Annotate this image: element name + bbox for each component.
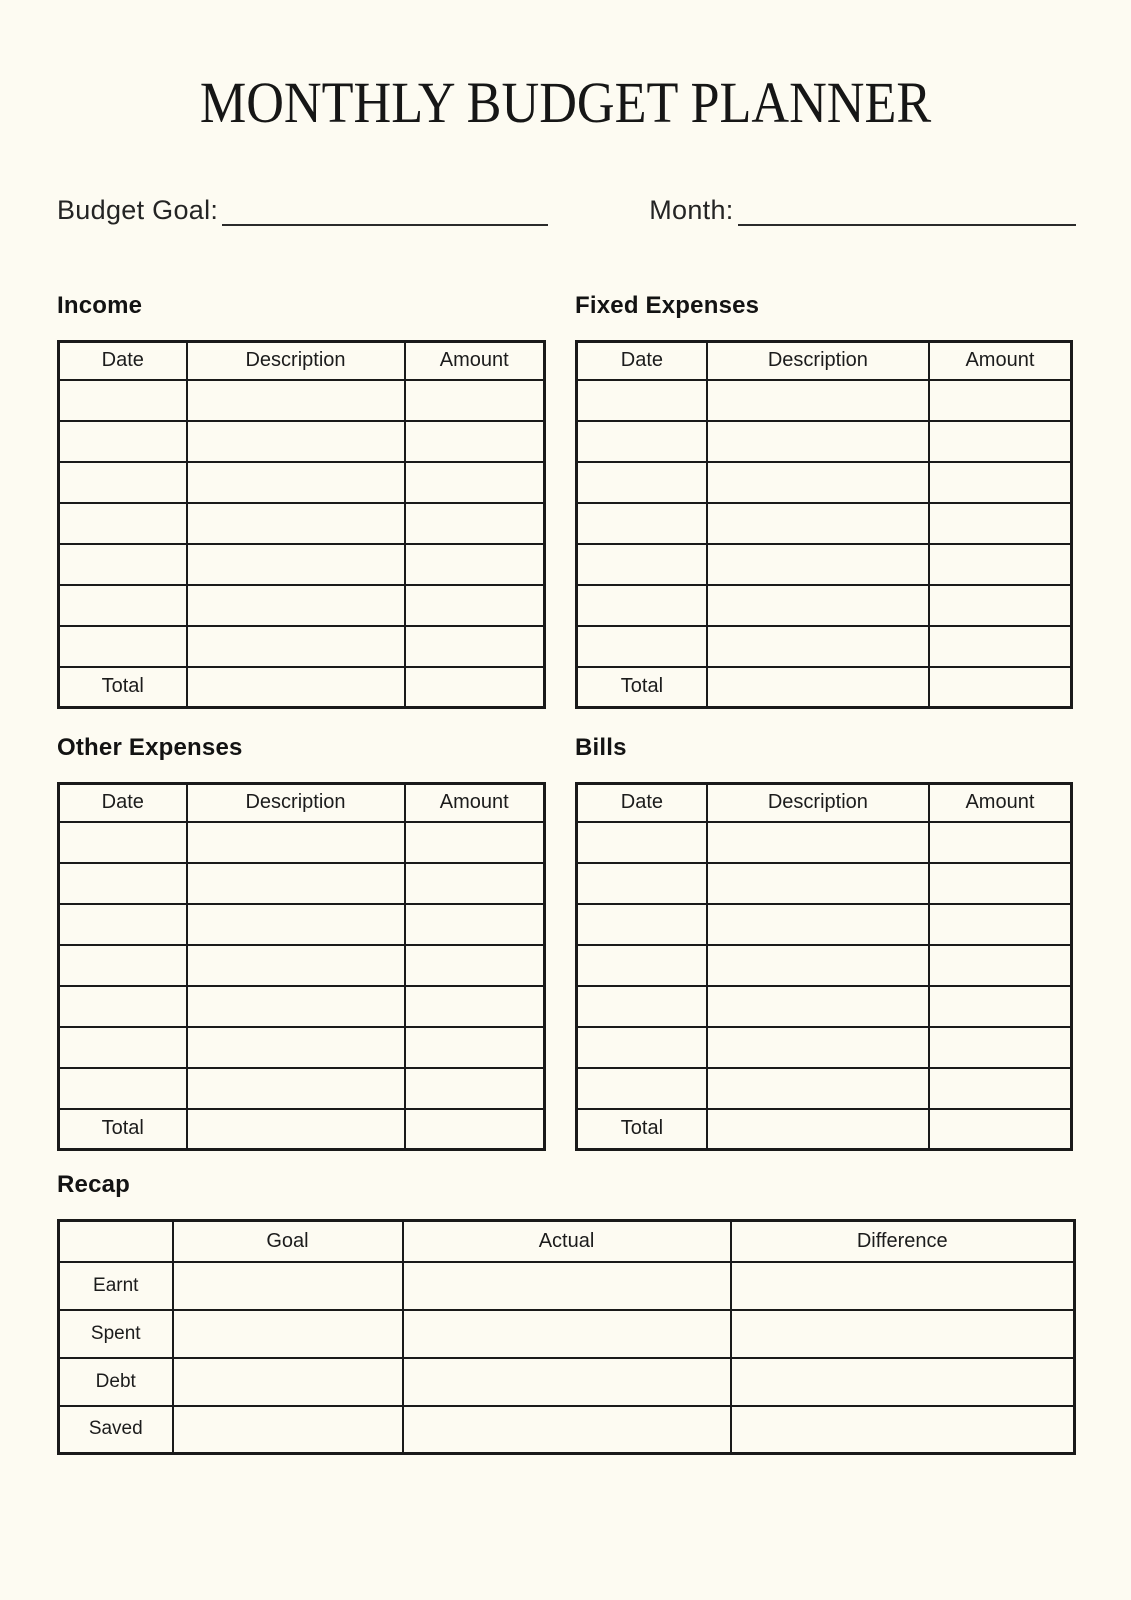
difference-cell[interactable] bbox=[731, 1262, 1075, 1310]
total-amount-cell[interactable] bbox=[929, 1109, 1072, 1150]
bills-table bbox=[575, 782, 1073, 1151]
page-title: MONTHLY BUDGET PLANNER bbox=[199, 70, 932, 135]
description-cell[interactable] bbox=[707, 626, 929, 667]
table-header-row bbox=[59, 342, 545, 380]
amount-cell[interactable] bbox=[405, 462, 545, 503]
difference-cell[interactable] bbox=[731, 1358, 1075, 1406]
recap-row-debt bbox=[59, 1358, 1075, 1406]
table-row bbox=[59, 380, 545, 421]
table-row bbox=[59, 986, 545, 1027]
description-cell[interactable] bbox=[187, 462, 405, 503]
amount-cell[interactable] bbox=[929, 986, 1072, 1027]
column-header-date: Date bbox=[577, 342, 707, 380]
description-cell[interactable] bbox=[707, 986, 929, 1027]
date-cell[interactable] bbox=[59, 626, 187, 667]
column-header-description: Description bbox=[187, 784, 405, 822]
date-cell[interactable] bbox=[577, 421, 707, 462]
actual-cell[interactable] bbox=[403, 1262, 731, 1310]
month-field bbox=[649, 188, 1075, 226]
date-cell[interactable] bbox=[59, 503, 187, 544]
column-header-amount: Amount bbox=[405, 784, 545, 822]
date-cell[interactable] bbox=[577, 986, 707, 1027]
table-row bbox=[577, 626, 1072, 667]
table-row bbox=[577, 380, 1072, 421]
date-cell[interactable] bbox=[577, 863, 707, 904]
date-cell[interactable] bbox=[577, 822, 707, 863]
column-header-description: Description bbox=[187, 342, 405, 380]
description-cell[interactable] bbox=[707, 585, 929, 626]
date-cell[interactable] bbox=[59, 421, 187, 462]
other-expenses-table bbox=[57, 782, 546, 1151]
recap-table bbox=[57, 1219, 1076, 1455]
column-header-description: Description bbox=[707, 784, 929, 822]
section-income bbox=[57, 292, 543, 709]
date-cell[interactable] bbox=[577, 462, 707, 503]
total-label: Total bbox=[577, 667, 707, 708]
column-header-date: Date bbox=[577, 784, 707, 822]
amount-cell[interactable] bbox=[929, 544, 1072, 585]
description-cell[interactable] bbox=[187, 1068, 405, 1109]
recap-row-label: Spent bbox=[59, 1310, 173, 1358]
amount-cell[interactable] bbox=[405, 822, 545, 863]
total-row bbox=[577, 667, 1072, 708]
date-cell[interactable] bbox=[577, 1027, 707, 1068]
column-header-description: Description bbox=[707, 342, 929, 380]
date-cell[interactable] bbox=[577, 380, 707, 421]
date-cell[interactable] bbox=[59, 904, 187, 945]
amount-cell[interactable] bbox=[929, 1068, 1072, 1109]
amount-cell[interactable] bbox=[929, 462, 1072, 503]
table-row bbox=[577, 1027, 1072, 1068]
amount-cell[interactable] bbox=[405, 544, 545, 585]
amount-cell[interactable] bbox=[405, 986, 545, 1027]
fixed-expenses-table bbox=[575, 340, 1073, 709]
description-cell[interactable] bbox=[187, 986, 405, 1027]
section-other-expenses bbox=[57, 734, 543, 1151]
bills-heading: Bills bbox=[575, 734, 627, 761]
description-cell[interactable] bbox=[707, 945, 929, 986]
description-cell[interactable] bbox=[707, 904, 929, 945]
amount-cell[interactable] bbox=[405, 945, 545, 986]
total-label: Total bbox=[59, 667, 187, 708]
description-cell[interactable] bbox=[707, 863, 929, 904]
actual-cell[interactable] bbox=[403, 1358, 731, 1406]
table-row bbox=[59, 585, 545, 626]
column-header-amount: Amount bbox=[929, 784, 1072, 822]
total-description-cell[interactable] bbox=[187, 1109, 405, 1150]
description-cell[interactable] bbox=[707, 1027, 929, 1068]
amount-cell[interactable] bbox=[405, 421, 545, 462]
tables-grid bbox=[57, 292, 1073, 1151]
description-cell[interactable] bbox=[187, 904, 405, 945]
description-cell[interactable] bbox=[707, 462, 929, 503]
total-row bbox=[577, 1109, 1072, 1150]
date-cell[interactable] bbox=[577, 945, 707, 986]
recap-header-row bbox=[59, 1221, 1075, 1262]
income-table bbox=[57, 340, 546, 709]
difference-cell[interactable] bbox=[731, 1310, 1075, 1358]
description-cell[interactable] bbox=[707, 503, 929, 544]
description-cell[interactable] bbox=[187, 503, 405, 544]
column-header-goal: Goal bbox=[173, 1221, 403, 1262]
total-label: Total bbox=[577, 1109, 707, 1150]
total-amount-cell[interactable] bbox=[929, 667, 1072, 708]
table-row bbox=[577, 904, 1072, 945]
description-cell[interactable] bbox=[187, 421, 405, 462]
budget-goal-field bbox=[57, 188, 548, 226]
description-cell[interactable] bbox=[187, 863, 405, 904]
goal-cell[interactable] bbox=[173, 1262, 403, 1310]
budget-goal-label: Budget Goal: bbox=[57, 195, 219, 225]
date-cell[interactable] bbox=[577, 626, 707, 667]
amount-cell[interactable] bbox=[929, 421, 1072, 462]
column-header-actual: Actual bbox=[403, 1221, 731, 1262]
table-row bbox=[577, 503, 1072, 544]
date-cell[interactable] bbox=[59, 380, 187, 421]
date-cell[interactable] bbox=[59, 945, 187, 986]
other-expenses-heading: Other Expenses bbox=[57, 734, 243, 761]
amount-cell[interactable] bbox=[929, 904, 1072, 945]
total-description-cell[interactable] bbox=[707, 1109, 929, 1150]
table-row bbox=[59, 421, 545, 462]
recap-heading: Recap bbox=[57, 1171, 131, 1198]
fixed-expenses-heading: Fixed Expenses bbox=[575, 292, 760, 319]
amount-cell[interactable] bbox=[929, 863, 1072, 904]
goal-cell[interactable] bbox=[173, 1310, 403, 1358]
header-fields bbox=[57, 188, 1131, 226]
table-row bbox=[59, 544, 545, 585]
amount-cell[interactable] bbox=[929, 822, 1072, 863]
column-header-date: Date bbox=[59, 342, 187, 380]
section-bills bbox=[575, 734, 1073, 1151]
date-cell[interactable] bbox=[59, 863, 187, 904]
column-header-amount: Amount bbox=[405, 342, 545, 380]
actual-cell[interactable] bbox=[403, 1310, 731, 1358]
difference-cell[interactable] bbox=[731, 1406, 1075, 1454]
date-cell[interactable] bbox=[59, 1027, 187, 1068]
date-cell[interactable] bbox=[577, 585, 707, 626]
table-row bbox=[577, 421, 1072, 462]
total-row bbox=[59, 667, 545, 708]
table-header-row bbox=[59, 784, 545, 822]
month-input[interactable] bbox=[738, 188, 1076, 226]
recap-row-label: Saved bbox=[59, 1406, 173, 1454]
table-row bbox=[577, 863, 1072, 904]
total-row bbox=[59, 1109, 545, 1150]
column-header-amount: Amount bbox=[929, 342, 1072, 380]
recap-corner-cell bbox=[59, 1221, 173, 1262]
recap-row-label: Earnt bbox=[59, 1262, 173, 1310]
amount-cell[interactable] bbox=[929, 945, 1072, 986]
table-header-row bbox=[577, 784, 1072, 822]
table-header-row bbox=[577, 342, 1072, 380]
month-label: Month: bbox=[649, 195, 734, 225]
budget-goal-input[interactable] bbox=[222, 188, 548, 226]
table-row bbox=[59, 1027, 545, 1068]
table-row bbox=[577, 462, 1072, 503]
table-row bbox=[59, 945, 545, 986]
section-fixed-expenses bbox=[575, 292, 1073, 709]
amount-cell[interactable] bbox=[405, 380, 545, 421]
amount-cell[interactable] bbox=[929, 503, 1072, 544]
total-description-cell[interactable] bbox=[707, 667, 929, 708]
amount-cell[interactable] bbox=[405, 904, 545, 945]
total-description-cell[interactable] bbox=[187, 667, 405, 708]
description-cell[interactable] bbox=[187, 544, 405, 585]
description-cell[interactable] bbox=[187, 945, 405, 986]
table-row bbox=[577, 986, 1072, 1027]
table-row bbox=[577, 822, 1072, 863]
table-row bbox=[59, 1068, 545, 1109]
amount-cell[interactable] bbox=[405, 626, 545, 667]
total-amount-cell[interactable] bbox=[405, 1109, 545, 1150]
description-cell[interactable] bbox=[707, 1068, 929, 1109]
amount-cell[interactable] bbox=[405, 863, 545, 904]
amount-cell[interactable] bbox=[405, 1068, 545, 1109]
section-recap bbox=[57, 1171, 1073, 1455]
amount-cell[interactable] bbox=[929, 585, 1072, 626]
recap-row-spent bbox=[59, 1310, 1075, 1358]
amount-cell[interactable] bbox=[405, 585, 545, 626]
description-cell[interactable] bbox=[187, 1027, 405, 1068]
table-row bbox=[59, 626, 545, 667]
amount-cell[interactable] bbox=[405, 1027, 545, 1068]
column-header-date: Date bbox=[59, 784, 187, 822]
actual-cell[interactable] bbox=[403, 1406, 731, 1454]
amount-cell[interactable] bbox=[929, 1027, 1072, 1068]
goal-cell[interactable] bbox=[173, 1406, 403, 1454]
recap-row-saved bbox=[59, 1406, 1075, 1454]
description-cell[interactable] bbox=[187, 822, 405, 863]
date-cell[interactable] bbox=[59, 585, 187, 626]
recap-row-label: Debt bbox=[59, 1358, 173, 1406]
amount-cell[interactable] bbox=[929, 380, 1072, 421]
income-heading: Income bbox=[57, 292, 143, 319]
goal-cell[interactable] bbox=[173, 1358, 403, 1406]
table-row bbox=[59, 822, 545, 863]
recap-row-earnt bbox=[59, 1262, 1075, 1310]
description-cell[interactable] bbox=[707, 421, 929, 462]
description-cell[interactable] bbox=[187, 585, 405, 626]
table-row bbox=[577, 1068, 1072, 1109]
description-cell[interactable] bbox=[707, 380, 929, 421]
date-cell[interactable] bbox=[59, 462, 187, 503]
date-cell[interactable] bbox=[577, 904, 707, 945]
date-cell[interactable] bbox=[577, 1068, 707, 1109]
table-row bbox=[577, 945, 1072, 986]
table-row bbox=[59, 503, 545, 544]
table-row bbox=[59, 462, 545, 503]
description-cell[interactable] bbox=[707, 544, 929, 585]
table-row bbox=[59, 904, 545, 945]
date-cell[interactable] bbox=[577, 544, 707, 585]
table-row bbox=[577, 544, 1072, 585]
column-header-difference: Difference bbox=[731, 1221, 1075, 1262]
table-row bbox=[577, 585, 1072, 626]
date-cell[interactable] bbox=[59, 822, 187, 863]
total-label: Total bbox=[59, 1109, 187, 1150]
amount-cell[interactable] bbox=[405, 503, 545, 544]
total-amount-cell[interactable] bbox=[405, 667, 545, 708]
description-cell[interactable] bbox=[707, 822, 929, 863]
date-cell[interactable] bbox=[59, 1068, 187, 1109]
amount-cell[interactable] bbox=[929, 626, 1072, 667]
description-cell[interactable] bbox=[187, 380, 405, 421]
date-cell[interactable] bbox=[59, 544, 187, 585]
date-cell[interactable] bbox=[59, 986, 187, 1027]
table-row bbox=[59, 863, 545, 904]
date-cell[interactable] bbox=[577, 503, 707, 544]
description-cell[interactable] bbox=[187, 626, 405, 667]
